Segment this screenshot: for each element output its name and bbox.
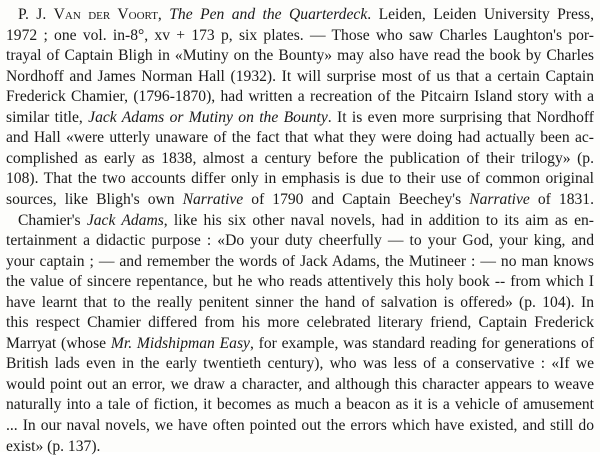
text-line xyxy=(6,230,594,251)
text-line xyxy=(6,25,594,46)
text-segment: trayal of Captain Bligh in «Mutiny on the Bounty» may also have read the book by Charles xyxy=(6,47,594,65)
text-segment: British lads even in the early twentieth century), who was less of a conservative : «If we xyxy=(6,355,594,373)
text-segment: Marryat (whose xyxy=(6,334,111,352)
text-line xyxy=(6,148,594,169)
author-name: Van der Voort xyxy=(53,6,158,23)
text-segment: sources, like Bligh's own xyxy=(6,190,183,208)
text-line xyxy=(6,292,594,313)
text-segment: of 1831. xyxy=(529,190,594,208)
text-line xyxy=(6,168,594,189)
text-segment: , for example, was standard reading for generations of xyxy=(249,334,595,352)
text-line xyxy=(6,86,594,107)
text-segment: would point out an error, we draw a character, and although this character appears to weave xyxy=(6,375,594,393)
text-segment: naturally into a tale of fiction, it becomes as much a beacon as it is a vehicle of amusement xyxy=(6,396,594,414)
text-line xyxy=(6,251,594,272)
text-line xyxy=(6,271,594,292)
text-line xyxy=(6,374,594,395)
text-line xyxy=(6,312,594,333)
text-segment: ... In our naval novels, we have often pointed out the errors which have existed, and still do xyxy=(6,417,594,434)
text-segment: P. J. xyxy=(18,6,54,23)
text-line xyxy=(6,45,594,66)
text-line xyxy=(6,189,594,210)
text-segment: Nordhoff and James Norman Hall (1932). It will surprise most of us that a certain Captain xyxy=(6,67,594,85)
text-segment: and Hall «were utterly unaware of the fact that what they were doing had actually been ac- xyxy=(6,129,594,147)
text-line xyxy=(6,333,594,354)
text-segment: have learnt that to the really penitent sinner the hand of salvation is offered» (p. 104). In xyxy=(6,293,594,311)
text-segment: this respect Chamier differed from his more celebrated literary friend, Captain Frederick xyxy=(6,314,594,332)
text-line xyxy=(6,66,594,87)
text-segment: , xyxy=(157,6,170,23)
text-segment: 108). That the two accounts differ only in emphasis is due to their use of common original xyxy=(6,170,594,188)
italic-title: Narrative xyxy=(469,190,530,208)
text-segment: Frederick Chamier, (1796-1870), had written a recreation of the Pitcairn Island story with a xyxy=(6,88,594,106)
review-heading-line xyxy=(18,4,594,25)
text-segment: complished as early as 1838, almost a century before the publication of their trilogy» (p. xyxy=(6,149,594,167)
italic-title: Jack Adams xyxy=(86,211,164,229)
paragraph-start-line xyxy=(18,210,594,231)
text-segment: . Leiden, Leiden University Press, xyxy=(367,6,594,23)
text-segment: similar title, xyxy=(6,108,89,126)
text-line xyxy=(6,415,594,436)
text-line xyxy=(6,127,594,148)
italic-title: Mr. Midshipman Easy xyxy=(110,334,250,352)
text-line xyxy=(6,394,594,415)
text-segment: of 1790 and Captain Beechey's xyxy=(243,190,470,208)
text-line xyxy=(6,436,594,457)
italic-title: Jack Adams or Mutiny on the Bounty xyxy=(88,108,328,126)
text-segment: exist» (p. 137). xyxy=(6,437,101,455)
italic-title: The Pen and the Quarterdeck xyxy=(169,6,368,23)
italic-title: Narrative xyxy=(182,190,244,208)
text-line xyxy=(6,107,594,128)
text-segment: Chamier's xyxy=(18,211,87,229)
text-segment: . It is even more surprising that Nordhoff xyxy=(327,108,595,126)
text-segment: the value of sincere repentance, but he who reads attentively this holy book -- from which I xyxy=(6,273,594,291)
text-segment: 1972 ; one vol. in-8°, xv + 173 p, six plates. — Those who saw Charles Laughton's por- xyxy=(6,26,594,44)
text-segment: tertainment a didactic purpose : «Do your duty cheerfully — to your God, your king, and xyxy=(6,232,594,250)
text-segment: your captain ; — and remember the words of Jack Adams, the Mutineer : — no man knows xyxy=(6,252,594,270)
text-segment: , like his six other naval novels, had in addition to its aim as en- xyxy=(163,211,594,229)
text-line xyxy=(6,353,594,374)
